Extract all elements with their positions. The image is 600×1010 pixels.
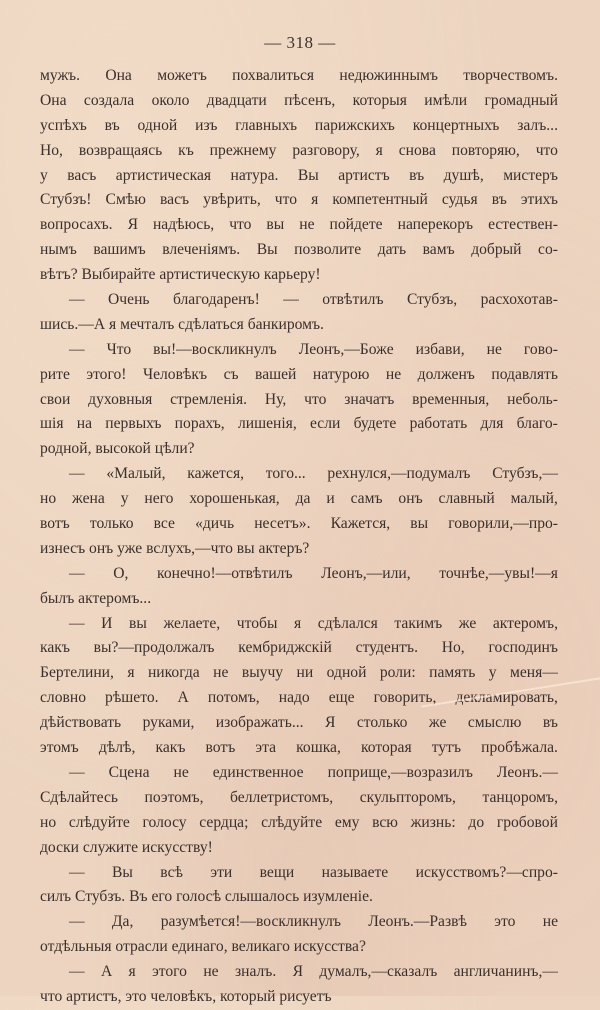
- text-line: — О, конечно!—отвѣтилъ Леонъ,—или, точнѣе,—увы!—я: [69, 564, 558, 582]
- text-line: Она создала около двадцати пѣсенъ, которыя имѣли громадный: [40, 91, 558, 109]
- body-text: [40, 64, 558, 1010]
- text-line: но жена у него хорошенькая, да и самъ онъ славный малый,: [40, 490, 558, 508]
- text-line: Бертелини, я никогда не выучу ни одной роли: память у меня—: [40, 664, 558, 682]
- text-line: — Что вы!—воскликнулъ Леонъ,—Боже избави, не гово-: [69, 340, 558, 358]
- text-line: Но, возвращаясь къ прежнему разговору, я снова повторяю, что: [40, 141, 558, 159]
- page-number: — 318 —: [264, 33, 336, 52]
- text-line: — Очень благодаренъ! — отвѣтилъ Стубзъ, расхохотав-: [69, 291, 558, 309]
- text-line: доски служите искусству!: [40, 838, 213, 856]
- text-line: рите этого! Человѣкъ съ вашей натурою не долженъ подавлять: [40, 365, 558, 383]
- text-line: Стубзъ! Смѣю васъ увѣрить, что я компетентный судья въ этихъ: [40, 191, 558, 209]
- text-line: изнесъ онъ уже вслухъ,—что вы актеръ?: [40, 539, 310, 557]
- text-line: силъ Стубзъ. Въ его голосѣ слышалось изумленіе.: [40, 888, 373, 906]
- text-line: вѣтъ? Выбирайте артистическую карьеру!: [40, 266, 321, 284]
- text-line: вотъ только все «дичь несетъ». Кажется, вы говорили,—про-: [40, 515, 558, 533]
- text-line: родной, высокой цѣли?: [40, 440, 195, 458]
- text-line: отдѣльныя отрасли единаго, великаго искусства?: [40, 938, 366, 956]
- text-line: — Вы всѣ эти вещи называете искусствомъ?—спро-: [69, 863, 558, 881]
- text-line: этомъ дѣлѣ, какъ вотъ эта кошка, которая тутъ пробѣжала.: [40, 739, 558, 757]
- text-line: нымъ вашимъ влеченіямъ. Вы позволите дать вамъ добрый со-: [40, 241, 558, 259]
- text-line: былъ актеромъ...: [40, 589, 152, 607]
- text-line: шись.—А я мечталъ сдѣлаться банкиромъ.: [40, 315, 324, 333]
- text-line: — Сцена не единственное поприще,—возразилъ Леонъ.—: [69, 763, 558, 781]
- text-line: словно рѣшето. А потомъ, надо еще говорить, декламировать,: [40, 689, 558, 707]
- text-line: какъ вы?—продолжалъ кембриджскій студентъ. Но, господинъ: [40, 639, 558, 657]
- text-line: — Да, разумѣется!—воскликнулъ Леонъ.—Развѣ это не: [69, 913, 558, 931]
- text-line: Сдѣлайтесь поэтомъ, беллетристомъ, скульпторомъ, танцоромъ,: [40, 788, 558, 806]
- text-line: — И вы желаете, чтобы я сдѣлался такимъ же актеромъ,: [69, 614, 558, 632]
- text-line: дѣйствовать руками, изображать... Я столько же смыслю въ: [40, 714, 558, 732]
- text-line: — А я этого не зналъ. Я думалъ,—сказалъ англичанинъ,—: [69, 963, 558, 981]
- text-line: — «Малый, кажется, того... рехнулся,—подумалъ Стубзъ,—: [69, 465, 558, 483]
- text-line: у васъ артистическая натура. Вы артистъ въ душѣ, мистеръ: [40, 166, 558, 184]
- text-line: шія на первыхъ порахъ, лишенія, если будете работать для благо-: [40, 415, 558, 433]
- text-line: свои духовныя стремленія. Ну, что значатъ временныя, неболь-: [40, 390, 558, 408]
- text-line: что артистъ, это человѣкъ, который рисуетъ: [40, 987, 332, 1005]
- text-line: но слѣдуйте голосу сердца; слѣдуйте ему всю жизнь: до гробовой: [40, 813, 558, 831]
- text-line: успѣхъ въ одной изъ главныхъ парижскихъ концертныхъ залъ...: [40, 116, 558, 134]
- text-line: мужъ. Она можетъ похвалиться недюжиннымъ творчествомъ.: [40, 67, 558, 84]
- text-line: вопросахъ. Я надѣюсь, что вы не пойдете наперекоръ естествен-: [40, 216, 558, 234]
